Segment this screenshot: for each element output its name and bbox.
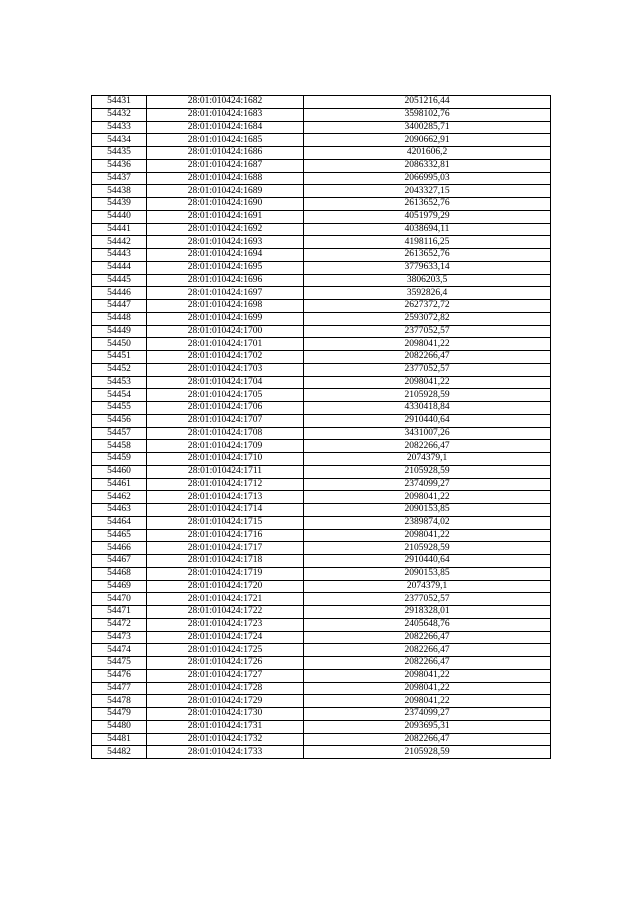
cadastral-value-cell: 2051216,44 bbox=[304, 96, 551, 109]
table-row bbox=[92, 478, 551, 491]
row-number-cell: 54456 bbox=[92, 414, 147, 427]
cadastral-number-cell: 28:01:010424:1708 bbox=[147, 427, 304, 440]
cadastral-value-cell: 4201606,2 bbox=[304, 147, 551, 160]
table-row bbox=[92, 351, 551, 364]
table-row bbox=[92, 682, 551, 695]
cadastral-number-cell: 28:01:010424:1729 bbox=[147, 695, 304, 708]
cadastral-value-cell: 2082266,47 bbox=[304, 440, 551, 453]
row-number-cell: 54453 bbox=[92, 376, 147, 389]
cadastral-value-cell: 2090153,85 bbox=[304, 567, 551, 580]
row-number-cell: 54470 bbox=[92, 593, 147, 606]
cadastral-value-cell: 2105928,59 bbox=[304, 542, 551, 555]
row-number-cell: 54471 bbox=[92, 606, 147, 619]
cadastral-value-cell: 2105928,59 bbox=[304, 389, 551, 402]
table-row bbox=[92, 567, 551, 580]
table-row bbox=[92, 198, 551, 211]
row-number-cell: 54434 bbox=[92, 134, 147, 147]
cadastral-value-cell: 3592826,4 bbox=[304, 287, 551, 300]
cadastral-value-cell: 2090662,91 bbox=[304, 134, 551, 147]
cadastral-number-cell: 28:01:010424:1730 bbox=[147, 708, 304, 721]
cadastral-value-cell: 2098041,22 bbox=[304, 669, 551, 682]
cadastral-number-cell: 28:01:010424:1731 bbox=[147, 720, 304, 733]
table-row bbox=[92, 644, 551, 657]
cadastral-number-cell: 28:01:010424:1691 bbox=[147, 210, 304, 223]
table-body bbox=[92, 96, 551, 759]
cadastral-value-cell: 2098041,22 bbox=[304, 491, 551, 504]
cadastral-number-cell: 28:01:010424:1724 bbox=[147, 631, 304, 644]
cadastral-value-cell: 2082266,47 bbox=[304, 733, 551, 746]
row-number-cell: 54476 bbox=[92, 669, 147, 682]
cadastral-value-cell: 2374099,27 bbox=[304, 478, 551, 491]
row-number-cell: 54465 bbox=[92, 529, 147, 542]
row-number-cell: 54449 bbox=[92, 325, 147, 338]
row-number-cell: 54441 bbox=[92, 223, 147, 236]
cadastral-value-cell: 4198116,25 bbox=[304, 236, 551, 249]
cadastral-value-cell: 3598102,76 bbox=[304, 108, 551, 121]
table-row bbox=[92, 695, 551, 708]
row-number-cell: 54437 bbox=[92, 172, 147, 185]
table-row bbox=[92, 159, 551, 172]
row-number-cell: 54473 bbox=[92, 631, 147, 644]
cadastral-number-cell: 28:01:010424:1692 bbox=[147, 223, 304, 236]
table-row bbox=[92, 720, 551, 733]
table-row bbox=[92, 261, 551, 274]
row-number-cell: 54474 bbox=[92, 644, 147, 657]
row-number-cell: 54460 bbox=[92, 465, 147, 478]
table-row bbox=[92, 453, 551, 466]
row-number-cell: 54452 bbox=[92, 363, 147, 376]
cadastral-number-cell: 28:01:010424:1689 bbox=[147, 185, 304, 198]
table-row bbox=[92, 465, 551, 478]
cadastral-number-cell: 28:01:010424:1711 bbox=[147, 465, 304, 478]
row-number-cell: 54440 bbox=[92, 210, 147, 223]
table-row bbox=[92, 287, 551, 300]
cadastral-value-cell: 2098041,22 bbox=[304, 338, 551, 351]
cadastral-value-cell: 3779633,14 bbox=[304, 261, 551, 274]
row-number-cell: 54448 bbox=[92, 312, 147, 325]
cadastral-value-cell: 2082266,47 bbox=[304, 631, 551, 644]
cadastral-number-cell: 28:01:010424:1714 bbox=[147, 504, 304, 517]
cadastral-number-cell: 28:01:010424:1710 bbox=[147, 453, 304, 466]
row-number-cell: 54467 bbox=[92, 555, 147, 568]
row-number-cell: 54442 bbox=[92, 236, 147, 249]
cadastral-number-cell: 28:01:010424:1694 bbox=[147, 249, 304, 262]
table-row bbox=[92, 504, 551, 517]
cadastral-number-cell: 28:01:010424:1701 bbox=[147, 338, 304, 351]
cadastral-value-cell: 4330418,84 bbox=[304, 402, 551, 415]
cadastral-number-cell: 28:01:010424:1709 bbox=[147, 440, 304, 453]
row-number-cell: 54475 bbox=[92, 657, 147, 670]
table-row bbox=[92, 733, 551, 746]
cadastral-number-cell: 28:01:010424:1696 bbox=[147, 274, 304, 287]
cadastral-value-cell: 2093695,31 bbox=[304, 720, 551, 733]
row-number-cell: 54463 bbox=[92, 504, 147, 517]
cadastral-number-cell: 28:01:010424:1697 bbox=[147, 287, 304, 300]
table-row bbox=[92, 708, 551, 721]
cadastral-number-cell: 28:01:010424:1702 bbox=[147, 351, 304, 364]
cadastral-value-cell: 2074379,1 bbox=[304, 580, 551, 593]
cadastral-number-cell: 28:01:010424:1688 bbox=[147, 172, 304, 185]
table-row bbox=[92, 172, 551, 185]
table-row bbox=[92, 618, 551, 631]
cadastral-value-cell: 2593072,82 bbox=[304, 312, 551, 325]
cadastral-number-cell: 28:01:010424:1682 bbox=[147, 96, 304, 109]
cadastral-number-cell: 28:01:010424:1723 bbox=[147, 618, 304, 631]
cadastral-value-cell: 4038694,11 bbox=[304, 223, 551, 236]
cadastral-number-cell: 28:01:010424:1722 bbox=[147, 606, 304, 619]
row-number-cell: 54455 bbox=[92, 402, 147, 415]
cadastral-number-cell: 28:01:010424:1686 bbox=[147, 147, 304, 160]
cadastral-value-table bbox=[91, 95, 551, 759]
cadastral-value-cell: 2910440,64 bbox=[304, 555, 551, 568]
row-number-cell: 54454 bbox=[92, 389, 147, 402]
cadastral-number-cell: 28:01:010424:1725 bbox=[147, 644, 304, 657]
table-row bbox=[92, 657, 551, 670]
cadastral-number-cell: 28:01:010424:1720 bbox=[147, 580, 304, 593]
cadastral-value-cell: 2090153,85 bbox=[304, 504, 551, 517]
cadastral-number-cell: 28:01:010424:1732 bbox=[147, 733, 304, 746]
row-number-cell: 54439 bbox=[92, 198, 147, 211]
cadastral-number-cell: 28:01:010424:1707 bbox=[147, 414, 304, 427]
row-number-cell: 54479 bbox=[92, 708, 147, 721]
row-number-cell: 54431 bbox=[92, 96, 147, 109]
table-row bbox=[92, 389, 551, 402]
cadastral-number-cell: 28:01:010424:1718 bbox=[147, 555, 304, 568]
cadastral-value-cell: 2377052,57 bbox=[304, 593, 551, 606]
row-number-cell: 54472 bbox=[92, 618, 147, 631]
row-number-cell: 54458 bbox=[92, 440, 147, 453]
row-number-cell: 54462 bbox=[92, 491, 147, 504]
cadastral-value-cell: 2613652,76 bbox=[304, 198, 551, 211]
cadastral-number-cell: 28:01:010424:1685 bbox=[147, 134, 304, 147]
cadastral-number-cell: 28:01:010424:1726 bbox=[147, 657, 304, 670]
row-number-cell: 54433 bbox=[92, 121, 147, 134]
row-number-cell: 54478 bbox=[92, 695, 147, 708]
row-number-cell: 54432 bbox=[92, 108, 147, 121]
cadastral-number-cell: 28:01:010424:1703 bbox=[147, 363, 304, 376]
cadastral-value-cell: 2627372,72 bbox=[304, 300, 551, 313]
cadastral-value-cell: 2043327,15 bbox=[304, 185, 551, 198]
row-number-cell: 54451 bbox=[92, 351, 147, 364]
cadastral-number-cell: 28:01:010424:1727 bbox=[147, 669, 304, 682]
table-row bbox=[92, 516, 551, 529]
cadastral-number-cell: 28:01:010424:1698 bbox=[147, 300, 304, 313]
row-number-cell: 54466 bbox=[92, 542, 147, 555]
cadastral-number-cell: 28:01:010424:1684 bbox=[147, 121, 304, 134]
table-row bbox=[92, 746, 551, 759]
cadastral-value-cell: 2910440,64 bbox=[304, 414, 551, 427]
row-number-cell: 54435 bbox=[92, 147, 147, 160]
cadastral-value-cell: 2082266,47 bbox=[304, 657, 551, 670]
table-row bbox=[92, 325, 551, 338]
row-number-cell: 54457 bbox=[92, 427, 147, 440]
row-number-cell: 54459 bbox=[92, 453, 147, 466]
row-number-cell: 54450 bbox=[92, 338, 147, 351]
table-row bbox=[92, 376, 551, 389]
table-row bbox=[92, 274, 551, 287]
table-row bbox=[92, 427, 551, 440]
cadastral-value-cell: 2613652,76 bbox=[304, 249, 551, 262]
cadastral-value-cell: 2098041,22 bbox=[304, 529, 551, 542]
table-row bbox=[92, 542, 551, 555]
cadastral-value-cell: 3806203,5 bbox=[304, 274, 551, 287]
row-number-cell: 54443 bbox=[92, 249, 147, 262]
row-number-cell: 54482 bbox=[92, 746, 147, 759]
table-row bbox=[92, 210, 551, 223]
table-row bbox=[92, 338, 551, 351]
table-row bbox=[92, 555, 551, 568]
cadastral-value-cell: 2105928,59 bbox=[304, 465, 551, 478]
table-row bbox=[92, 631, 551, 644]
row-number-cell: 54480 bbox=[92, 720, 147, 733]
cadastral-value-cell: 2082266,47 bbox=[304, 644, 551, 657]
cadastral-number-cell: 28:01:010424:1704 bbox=[147, 376, 304, 389]
table-row bbox=[92, 402, 551, 415]
cadastral-number-cell: 28:01:010424:1716 bbox=[147, 529, 304, 542]
cadastral-number-cell: 28:01:010424:1717 bbox=[147, 542, 304, 555]
row-number-cell: 54464 bbox=[92, 516, 147, 529]
table-row bbox=[92, 580, 551, 593]
row-number-cell: 54447 bbox=[92, 300, 147, 313]
cadastral-value-cell: 2082266,47 bbox=[304, 351, 551, 364]
cadastral-value-cell: 2377052,57 bbox=[304, 363, 551, 376]
table-row bbox=[92, 300, 551, 313]
cadastral-value-cell: 2098041,22 bbox=[304, 695, 551, 708]
cadastral-value-cell: 2405648,76 bbox=[304, 618, 551, 631]
row-number-cell: 54436 bbox=[92, 159, 147, 172]
cadastral-number-cell: 28:01:010424:1715 bbox=[147, 516, 304, 529]
cadastral-number-cell: 28:01:010424:1700 bbox=[147, 325, 304, 338]
table-row bbox=[92, 185, 551, 198]
table-row bbox=[92, 108, 551, 121]
cadastral-value-cell: 4051979,29 bbox=[304, 210, 551, 223]
cadastral-number-cell: 28:01:010424:1733 bbox=[147, 746, 304, 759]
cadastral-number-cell: 28:01:010424:1693 bbox=[147, 236, 304, 249]
row-number-cell: 54444 bbox=[92, 261, 147, 274]
table-row bbox=[92, 147, 551, 160]
row-number-cell: 54446 bbox=[92, 287, 147, 300]
row-number-cell: 54477 bbox=[92, 682, 147, 695]
row-number-cell: 54438 bbox=[92, 185, 147, 198]
cadastral-number-cell: 28:01:010424:1705 bbox=[147, 389, 304, 402]
row-number-cell: 54481 bbox=[92, 733, 147, 746]
table-row bbox=[92, 491, 551, 504]
table-row bbox=[92, 134, 551, 147]
cadastral-number-cell: 28:01:010424:1687 bbox=[147, 159, 304, 172]
row-number-cell: 54445 bbox=[92, 274, 147, 287]
cadastral-value-cell: 2918328,01 bbox=[304, 606, 551, 619]
table-row bbox=[92, 440, 551, 453]
cadastral-number-cell: 28:01:010424:1690 bbox=[147, 198, 304, 211]
table-row bbox=[92, 96, 551, 109]
cadastral-number-cell: 28:01:010424:1683 bbox=[147, 108, 304, 121]
cadastral-number-cell: 28:01:010424:1728 bbox=[147, 682, 304, 695]
cadastral-number-cell: 28:01:010424:1712 bbox=[147, 478, 304, 491]
table-row bbox=[92, 414, 551, 427]
table-row bbox=[92, 606, 551, 619]
cadastral-value-cell: 2074379,1 bbox=[304, 453, 551, 466]
table-row bbox=[92, 312, 551, 325]
cadastral-number-cell: 28:01:010424:1699 bbox=[147, 312, 304, 325]
table-row bbox=[92, 669, 551, 682]
table-row bbox=[92, 529, 551, 542]
cadastral-number-cell: 28:01:010424:1721 bbox=[147, 593, 304, 606]
cadastral-value-cell: 3400285,71 bbox=[304, 121, 551, 134]
table-row bbox=[92, 363, 551, 376]
row-number-cell: 54469 bbox=[92, 580, 147, 593]
row-number-cell: 54461 bbox=[92, 478, 147, 491]
cadastral-value-cell: 2098041,22 bbox=[304, 682, 551, 695]
row-number-cell: 54468 bbox=[92, 567, 147, 580]
cadastral-value-cell: 2086332,81 bbox=[304, 159, 551, 172]
table-row bbox=[92, 223, 551, 236]
cadastral-value-cell: 2098041,22 bbox=[304, 376, 551, 389]
cadastral-number-cell: 28:01:010424:1695 bbox=[147, 261, 304, 274]
cadastral-number-cell: 28:01:010424:1706 bbox=[147, 402, 304, 415]
cadastral-value-cell: 2105928,59 bbox=[304, 746, 551, 759]
cadastral-value-cell: 2389874,02 bbox=[304, 516, 551, 529]
cadastral-value-cell: 2374099,27 bbox=[304, 708, 551, 721]
cadastral-value-cell: 3431007,26 bbox=[304, 427, 551, 440]
table-row bbox=[92, 249, 551, 262]
table-row bbox=[92, 121, 551, 134]
cadastral-value-cell: 2066995,03 bbox=[304, 172, 551, 185]
cadastral-number-cell: 28:01:010424:1719 bbox=[147, 567, 304, 580]
table-row bbox=[92, 236, 551, 249]
cadastral-value-cell: 2377052,57 bbox=[304, 325, 551, 338]
cadastral-number-cell: 28:01:010424:1713 bbox=[147, 491, 304, 504]
table-row bbox=[92, 593, 551, 606]
